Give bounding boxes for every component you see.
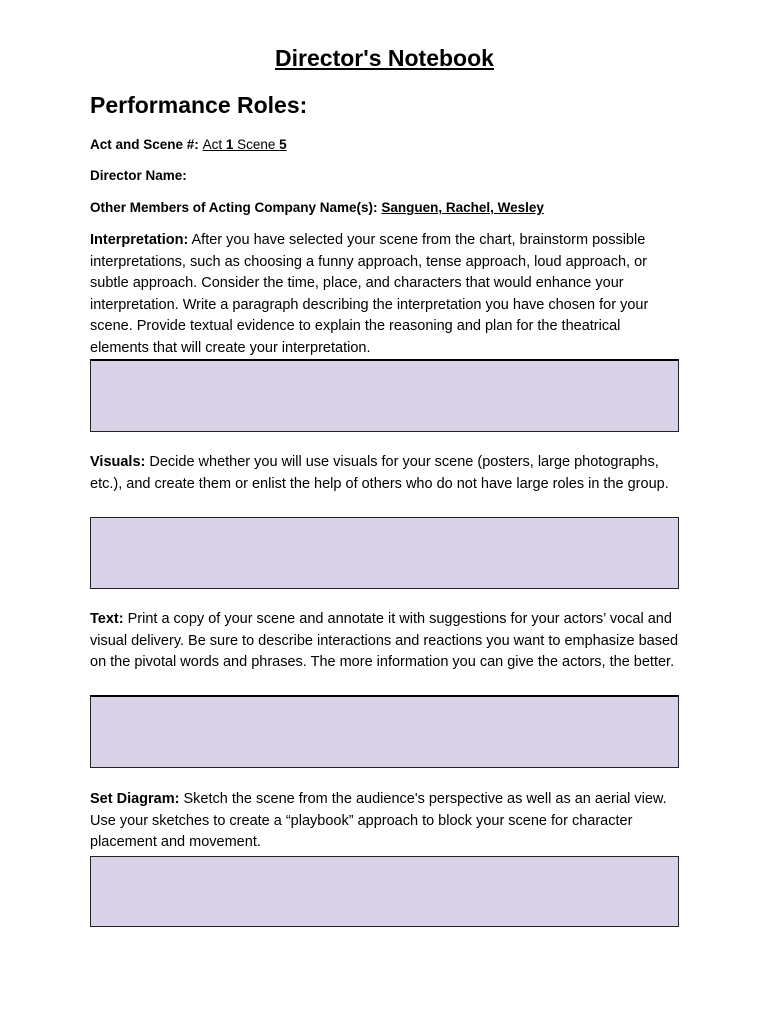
director-name-label: Director Name:	[90, 168, 187, 183]
text-text: Print a copy of your scene and annotate it with suggestions for your actors’ vocal and visual delivery. Be sure to describe interactions and reactions you want to emphasize based on the pivotal words and phrases. The more information you can give the actors, the better.	[90, 611, 679, 670]
act-word: Act	[202, 137, 223, 152]
text-instructions	[90, 609, 679, 674]
text-label: Text:	[90, 611, 124, 627]
interpretation-response-box[interactable]	[90, 359, 679, 432]
members-value[interactable]: Sanguen, Rachel, Wesley	[381, 200, 544, 215]
scene-word: Scene	[237, 137, 276, 152]
act-number: 1	[225, 137, 234, 152]
text-response-box[interactable]	[90, 695, 679, 768]
section-heading: Performance Roles:	[90, 92, 308, 118]
scene-number: 5	[279, 137, 287, 152]
visuals-instructions	[90, 452, 679, 495]
members-line	[90, 200, 544, 215]
set-diagram-instructions	[90, 789, 679, 854]
members-label: Other Members of Acting Company Name(s):	[90, 200, 378, 215]
visuals-response-box[interactable]	[90, 517, 679, 589]
act-scene-value[interactable]	[203, 137, 287, 152]
interpretation-label: Interpretation:	[90, 232, 189, 248]
visuals-label: Visuals:	[90, 454, 146, 470]
set-diagram-text: Sketch the scene from the audience's perspective as well as an aerial view. Use your sketches to create a “playbook” approach to block your scene for character placement and movement.	[90, 791, 667, 850]
interpretation-instructions	[90, 230, 679, 359]
act-scene-label: Act and Scene #:	[90, 137, 199, 152]
visuals-text: Decide whether you will use visuals for your scene (posters, large photographs, etc.), and create them or enlist the help of others who do not have large roles in the group.	[90, 454, 669, 492]
document-title: Director's Notebook	[275, 45, 494, 71]
set-diagram-response-box[interactable]	[90, 856, 679, 927]
set-diagram-label: Set Diagram:	[90, 791, 180, 807]
act-scene-line	[90, 137, 287, 152]
interpretation-text: After you have selected your scene from the chart, brainstorm possible interpretations, such as choosing a funny approach, tense approach, loud approach, or subtle approach. Consider the time, place, and characters that would enhance your interpretation. Write a paragraph describing the interpretation you have chosen for your scene. Provide textual evidence to explain the reasoning and plan for the theatrical elements that will create your interpretation.	[90, 232, 649, 356]
director-name-line	[90, 168, 187, 183]
